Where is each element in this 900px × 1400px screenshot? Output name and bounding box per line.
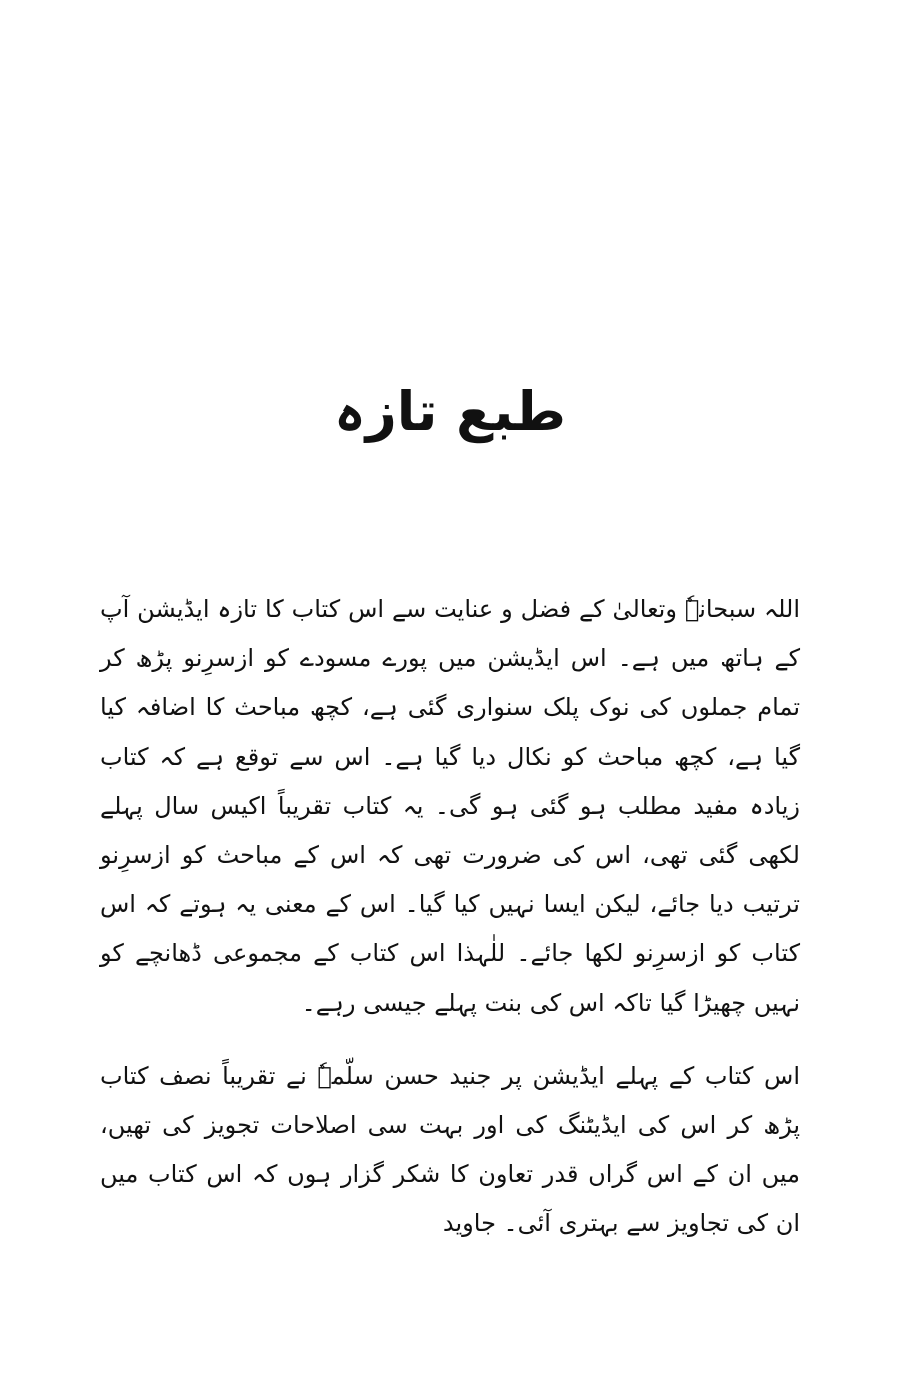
page-title: طبع تازہ — [334, 380, 566, 443]
body-text — [100, 585, 800, 1272]
paragraph-2: اس کتاب کے پہلے ایڈیشن پر جنید حسن سلّمہٗ نے تقریباً نصف کتاب پڑھ کر اس کی ایڈیٹنگ کی اور بہت سی اصلاحات تجویز کی تھیں، میں ان کے اس گراں قدر تعاون کا شکر گزار ہوں کہ اس کتاب میں ان کی تجاویز سے بہتری آئی۔ جاوید — [100, 1061, 800, 1238]
paragraph-1: اللہ سبحانہٗ وتعالیٰ کے فضل و عنایت سے اس کتاب کا تازہ ایڈیشن آپ کے ہاتھ میں ہے۔ اس ایڈیشن میں پورے مسودے کو ازسرِنو پڑھ کر تمام جملوں کی نوک پلک سنواری گئی ہے، کچھ مباحث کا اضافہ کیا گیا ہے، کچھ مباحث کو نکال دیا گیا ہے۔ اس سے توقع ہے کہ کتاب زیادہ مفید مطلب ہو گئی ہو گی۔ یہ کتاب تقریباً اکیس سال پہلے لکھی گئی تھی، اس کی ضرورت تھی کہ اس کے مباحث کو ازسرِنو ترتیب دیا جائے، لیکن ایسا نہیں کیا گیا۔ اس کے معنی یہ ہوتے کہ اس کتاب کو ازسرِنو لکھا جائے۔ للٰہذا اس کتاب کے مجموعی ڈھانچے کو نہیں چھیڑا گیا تاکہ اس کی بنت پہلے جیسی رہے۔ — [100, 595, 800, 1017]
